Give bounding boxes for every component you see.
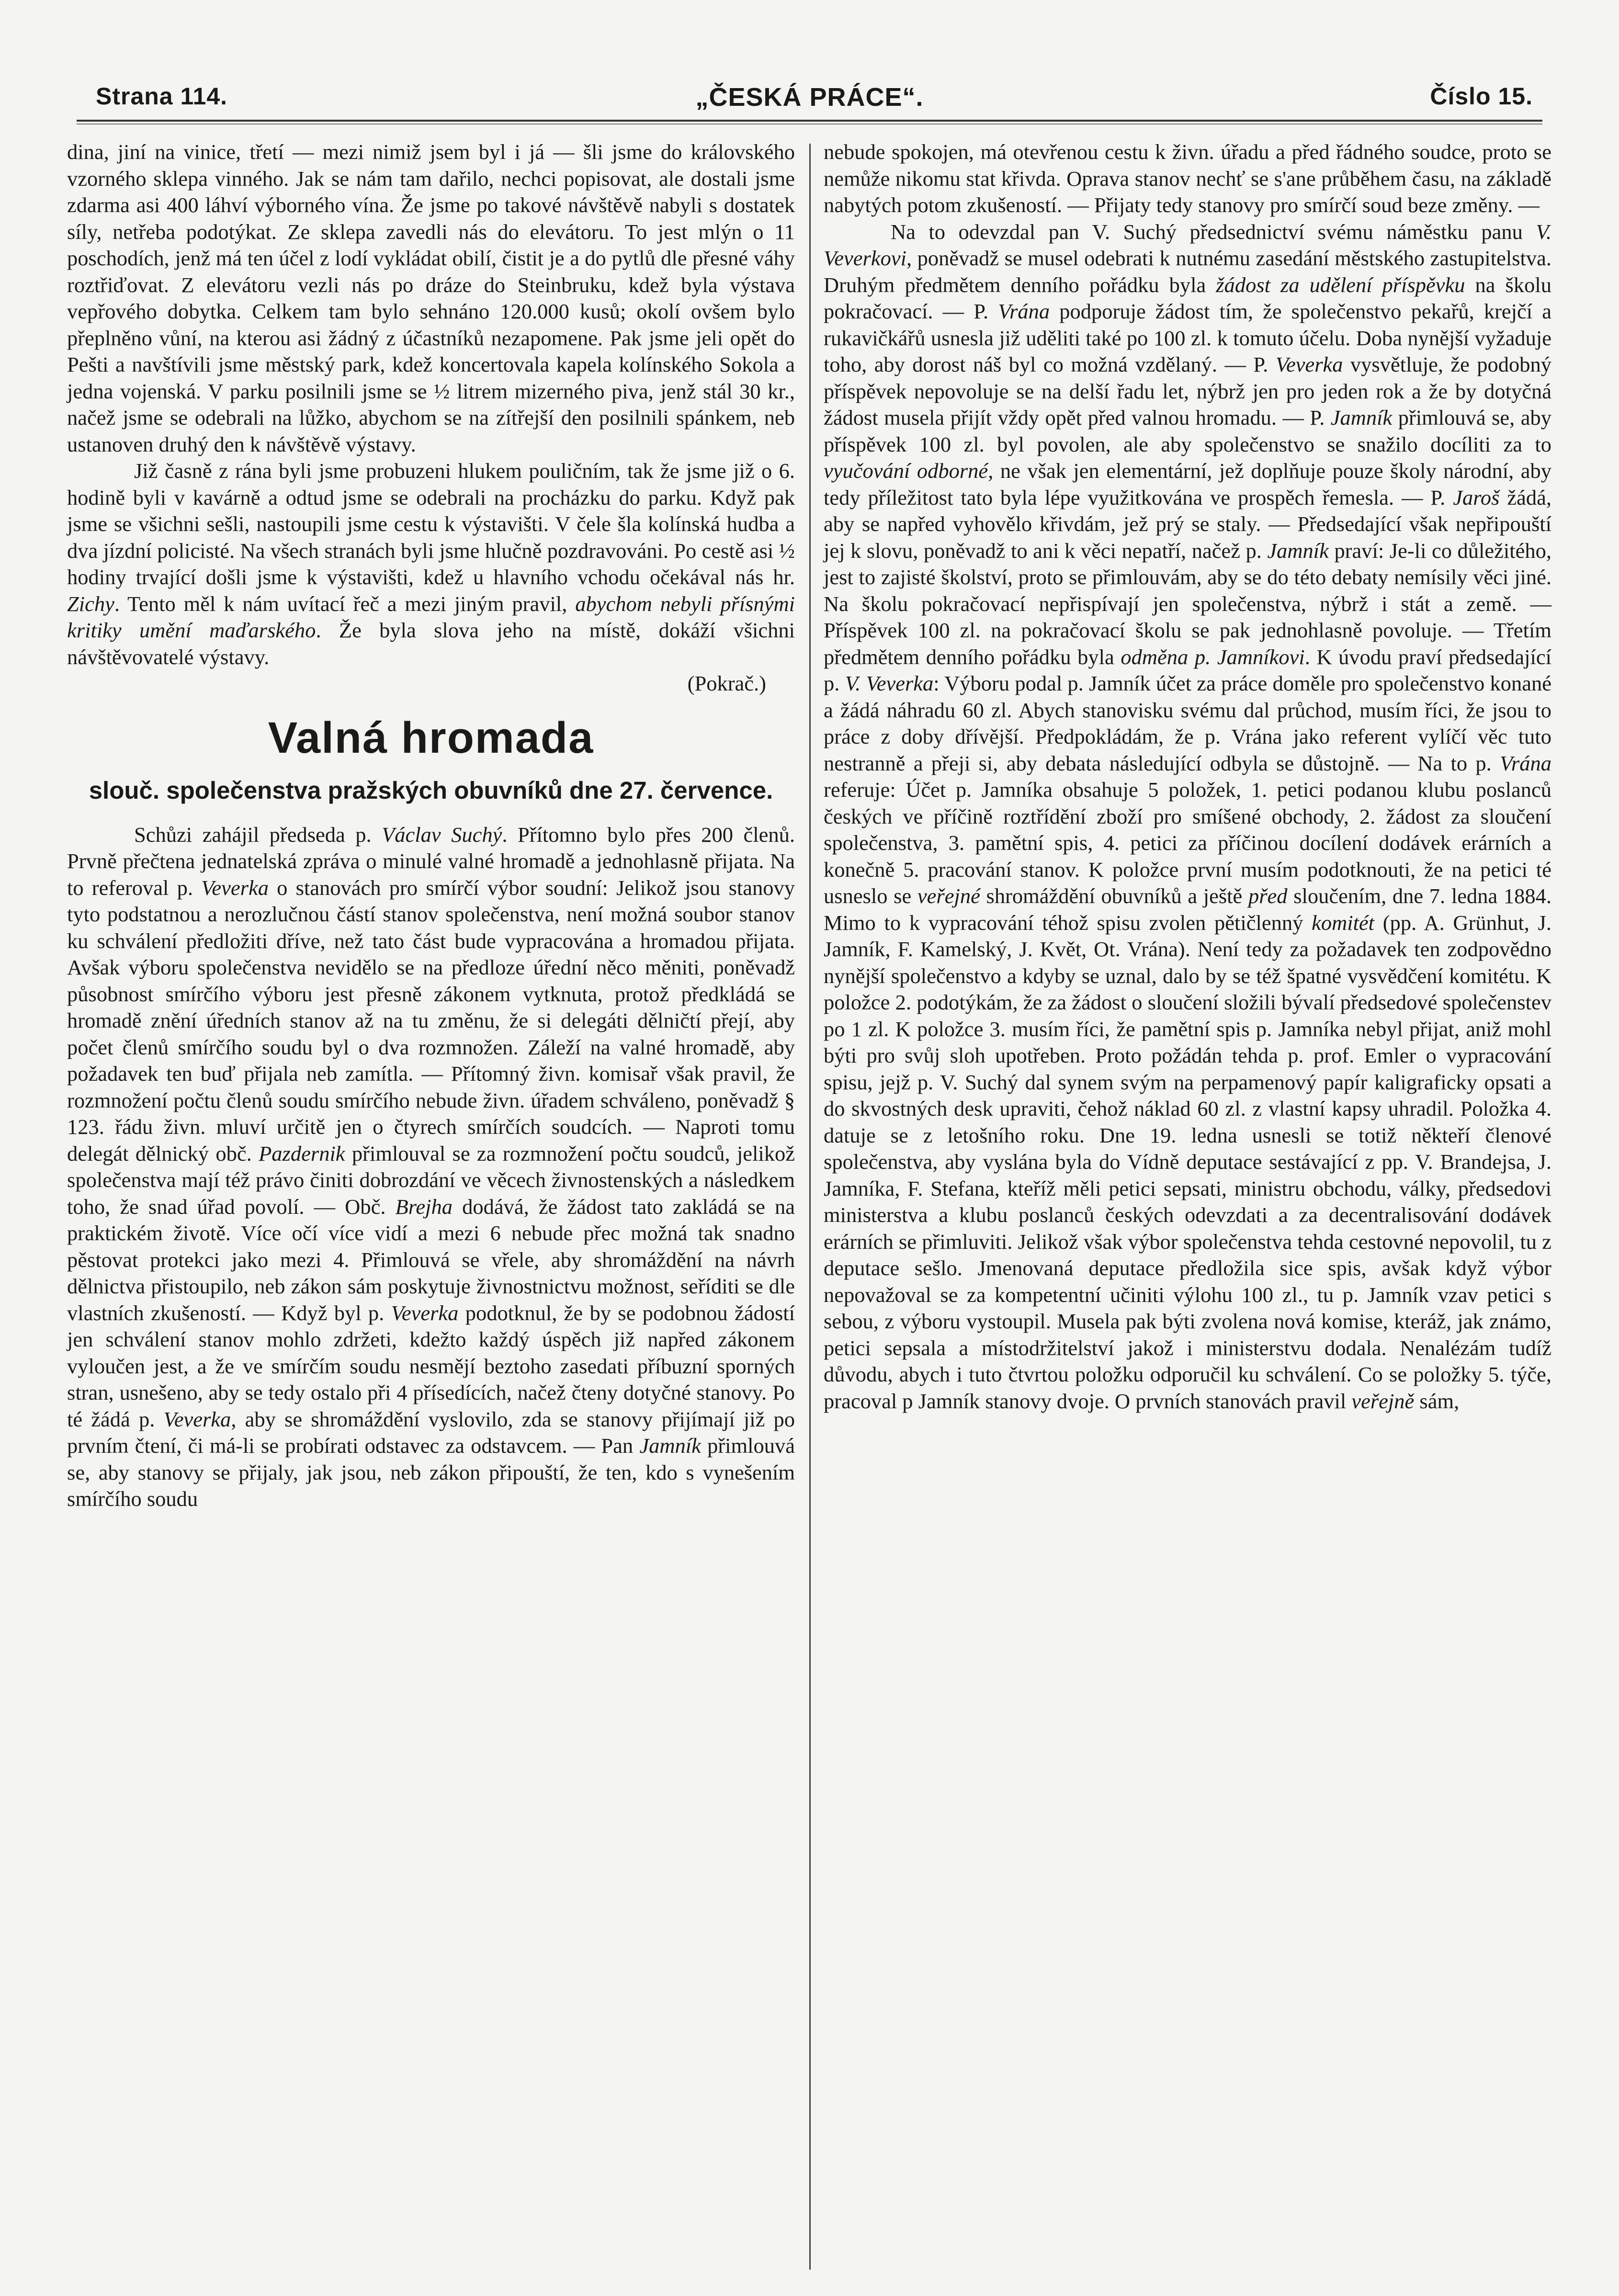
page-header <box>77 72 1542 120</box>
continued-note: (Pokrač.) <box>687 671 766 695</box>
right-paragraph-2: Na to odevzdal pan V. Suchý předsednictví svému náměstku panu V. Veverkovi, poněvadž se musel odebrati k nutnému zasedání městského zastupitelstva. Druhým předmětem denního pořádku byla žádost za udělení příspěvku na školu pokračovací. — P. Vrána podporuje žádost tím, že společenstvo pekařů, krejčí a rukavičkářů usnesla již uděliti také po 100 zl. k tomuto účelu. Doba nynější vyžaduje toho, aby dorost náš byl co možná vzdělaný. — P. Veverka vysvětluje, že podobný příspěvek nepovoluje se na delší řadu let, nýbrž jen pro jeden rok a že by dotyčná žádost musela přijít vždy opět před valnou hromadu. — P. Jamník přimlouvá se, aby příspěvek 100 zl. byl povolen, ale aby společenstvo se snažilo docíliti za to vyučování odborné, ne však jen elementární, jež doplňuje pouze školy národní, aby tedy příležitost tato byla lépe využitkována ve prospěch řemesla. — P. Jaroš žádá, aby se napřed vyhovělo křivdám, jež prý se staly. — Předsedající však nepřipouští jej k slovu, poněvadž to ani k věci nepatří, načež p. Jamník praví: Je-li co důležitého, jest to zajisté školství, proto se přimlouvám, aby se do této debaty nemísily věci jiné. Na školu pokračovací nepřispívají jen společenstva, nýbrž i stát a země. — Příspěvek 100 zl. na pokračovací školu se pak jednohlasně povoluje. — Třetím předmětem denního pořádku byla odměna p. Jamníkovi. K úvodu praví předsedající p. V. Veverka: Výboru podal p. Jamník účet za práce doměle pro společenstvo konané a žádá náhradu 60 zl. Abych stanovisku svému dal průchod, musím říci, že jsou to práce z doby dřívější. Předpokládám, že p. Vrána jako referent vylíčí věc tuto nestranně a přeji si, aby debata následující odbyla se důstojně. — Na to p. Vrána referuje: Účet p. Jamníka obsahuje 5 položek, 1. petici podanou klubu poslanců českých ve příčině roztřídění zboží pro smíšené obchody, 2. žádost za sloučení společenstva, 3. pamětní spis, 4. petici za příčinou docílení dodávek erárních a konečně 5. pracování stanov. K položce první musím podotknouti, že na petici té usneslo se veřejné shromáždění obuvníků a ještě před sloučením, dne 7. ledna 1884. Mimo to k vypracování téhož spisu zvolen pětičlenný komitét (pp. A. Grünhut, J. Jamník, F. Kamelský, J. Květ, Ot. Vrána). Není tedy za požadavek ten zodpovědno nynější společenstvo a kdyby se uznal, dalo by se též špatné vysvědčení komitétu. K položce 2. podotýkám, že za žádost o sloučení složili bývalí předsedové společenstev po 1 zl. K položce 3. musím říci, že pamětní spis p. Jamníka nebyl přijat, aniž mohl býti pro svůj sloh upotřeben. Proto požádán tehda p. prof. Emler o vypracování spisu, jejž p. V. Suchý dal synem svým na perpamenový papír kaligraficky opsati a do skvostných desk upraviti, čehož náklad 60 zl. z vlastní kapsy uhradil. Položka 4. datuje se z letošního roku. Dne 19. ledna usnesli se totiž někteří členové společenstva, aby vyslána byla do Vídně deputace sestávající z pp. V. Brandejsa, J. Jamníka, F. Stefana, kteříž měli petici sepsati, ministru obchodu, války, předsedovi ministerstva a klubu poslanců českých odevzdati a za decentralisování dodávek erárních se přimluviti. Jelikož však výbor společenstva tehda cestovné nepovolil, tu z deputace sešlo. Jmenovaná deputace předložila sice spis, avšak když výbor nepovažoval se za kompetentní učiniti výlohu 100 zl., tu p. Jamník vzav petici s sebou, z výboru vystoupil. Musela pak býti zvolena nová komise, kteráž, jak známo, petici sepsala a místodržitelství jakož i ministerstvu dodala. Nenalézám tudíž důvodu, abych i tuto čtvrtou položku odporučil ku schválení. Co se položky 5. týče, pracoval p Jamník stanovy dvoje. O prvních stanovách pravil veřejně sám, <box>824 219 1552 1413</box>
right-paragraph-1: nebude spokojen, má otevřenou cestu k živn. úřadu a před řádného soudce, proto se nemůže nikomu stat křivda. Oprava stanov nechť se s'ane průběhem času, na základě nabytých potom zkušeností. — Přijaty tedy stanovy pro smírčí soud beze změny. — <box>824 140 1551 217</box>
page-number: Strana 114. <box>96 83 228 110</box>
article-subtitle: slouč. společenstva pražských obuvníků dne 27. července. <box>89 776 773 804</box>
left-column <box>67 139 795 1513</box>
left-paragraph-1: dina, jiní na vinice, třetí — mezi nimiž jsem byl i já — šli jsme do královského vzorného sklepa vinného. Jak se nám tam dařilo, nechci popisovat, ale dostali jsme zdarma asi 400 láhví výborného vína. Že jsme po takové návštěvě nabyli s dostatek síly, netřeba podotýkat. Ze sklepa zavedli nás do elevátoru. To jest mlýn o 11 poschodích, jenž má ten účel z lodí vykládat obilí, čistit je a do pytlů dle přesné váhy roztřiďovat. Z elevátoru vezli nás po dráze do Steinbruku, kdež byla výstava vepřového dobytka. Celkem tam bylo sehnáno 120.000 kusů; okolí ovšem bylo přeplněno vůní, na kterou asi žádný z účastníků nezapomene. Pak jsme jeli opět do Pešti a navštívili jsme městský park, kdež koncertovala kapela kolínského Sokola a jedna vojenská. V parku posilnili jsme se ½ litrem mizerného piva, jenž stál 30 kr., načež jsme se odebrali na lůžko, abychom se na zítřejší den posilnili spánkem, neb ustanoven druhý den k návštěvě výstavy. <box>67 140 795 456</box>
header-rule <box>77 120 1542 122</box>
newspaper-title: „ČESKÁ PRÁCE“. <box>695 83 924 112</box>
left-paragraph-2: Již časně z rána byli jsme probuzeni hlukem pouličním, tak že jsme již o 6. hodině byli v kavárně a odtud jsme se odebrali na procházku do parku. Když pak jsme se všichni sešli, nastoupili jsme cestu k výstavišti. V čele šla kolínská hudba a dva jízdní policisté. Na všech stranách byli jsme hlučně pozdravováni. Po cestě asi ½ hodiny trvající došli jsme k výstavišti, kdež u hlavního vchodu očekával nás hr. Zichy. Tento měl k nám uvítací řeč a mezi jiným pravil, abychom nebyli přísnými kritiky umění maďarského. Že byla slova jeho na místě, dokáží všichni návštěvovatelé výstavy. <box>67 459 795 669</box>
column-divider <box>809 144 811 2270</box>
left-paragraph-3: Schůzi zahájil předseda p. Václav Suchý. Přítomno bylo přes 200 členů. Prvně přečtena jednatelská zpráva o minulé valné hromadě a jednohlasně přijata. Na to referoval p. Veverka o stanovách pro smírčí výbor soudní: Jelikož jsou stanovy tyto podstatnou a nerozlučnou částí stanov společenstva, není možná soubor stanov ku schválení předložiti dříve, než tato část bude vypracována a hromadou přijata. Avšak výboru společenstva nevidělo se na předloze úřední něco měniti, poněvadž působnost smírčího výboru jest přesně zákonem vytknuta, protož předkládá se hromadě znění úředních stanov až na tu změnu, že si delegáti dělničtí přejí, aby počet členů smírčího soudu byl o dva rozmnožen. Záleží na valné hromadě, aby požadavek ten buď přijala neb zamítla. — Přítomný živn. komisař však pravil, že rozmnožení počtu členů soudu smírčího nebude živn. úřadem schváleno, poněvadž § 123. řádu živn. mluví určitě jen o čtyrech smírčích soudcích. — Naproti tomu delegát dělnický obč. Pazdernik přimlouval se za rozmnožení počtu soudců, jelikož společenstva mají též právo činiti dobrozdání ve věcech živnostenských a následkem toho, že snad úřad povolí. — Obč. Brejha dodává, že žádost tato zakládá se na praktickém životě. Více očí více vidí a mezi 6 nebude přec možná tak snadno pěstovat protekci jako mezi 4. Přimlouvá se vřele, aby shromáždění na návrh dělnictva přistoupilo, neb zákon sám poskytuje živnostnictvu možnost, seříditi se dle vlastních zkušeností. — Když byl p. Veverka podotknul, že by se podobnou žádostí jen schválení stanov mohlo zdržeti, kdežto každý úspěch již napřed zákonem vyloučen jest, a že ve smírčím soudu nesmějí beztoho zasedati příbuzní sporných stran, usnešeno, aby se tedy ostalo při 4 přísedících, načež čteny dotyčné stanovy. Po té žádá p. Veverka, aby se shromáždění vyslovilo, zda se stanovy přijímají již po prvním čtení, či má-li se probírati odstavec za odstavcem. — Pan Jamník přimlouvá se, aby stanovy se přijaly, jak jsou, neb zákon připouští, že ten, kdo s vynešením smírčího soudu <box>67 822 795 1511</box>
article-title: Valná hromada <box>268 713 594 762</box>
issue-number: Číslo 15. <box>1430 83 1533 110</box>
right-column <box>824 139 1551 1414</box>
